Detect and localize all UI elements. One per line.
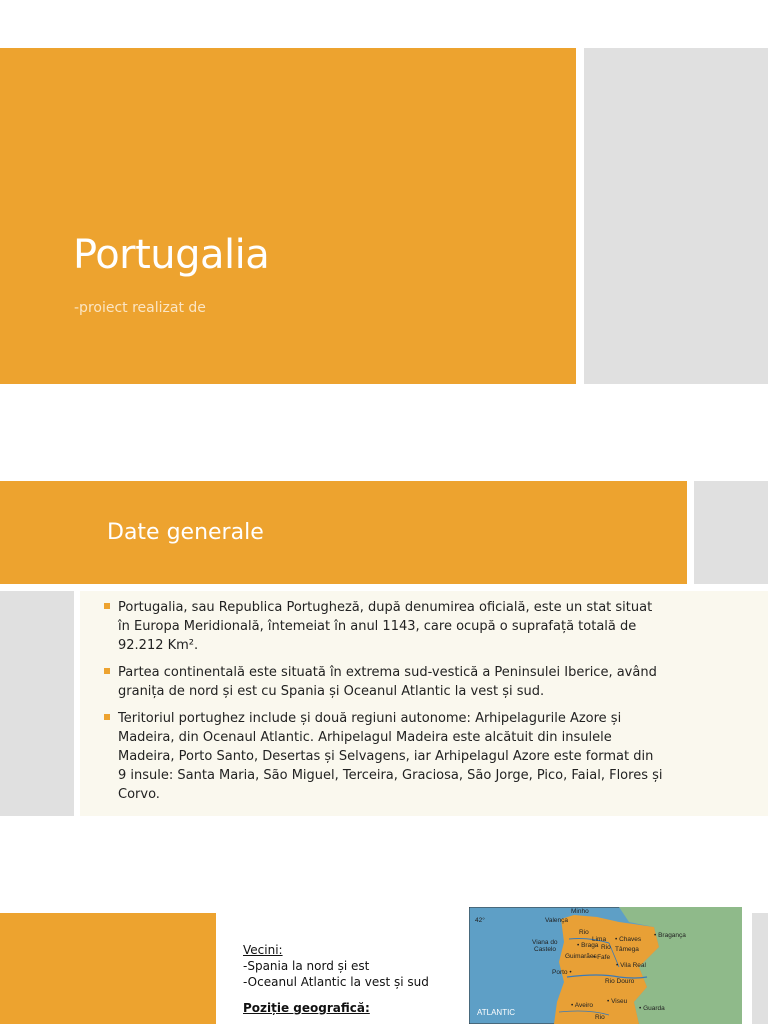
map-label: Minho [571,908,589,915]
bullet-text: Portugalia, sau Republica Portugheză, după denumirea oficială, este un stat situat în Europa Meridională, întemeiat în anul 1143, care ocupă o suprafață totală de 92.212 Km². [118,600,653,653]
title-slide-panel [0,48,576,384]
vecini-line: -Spania la nord și est [243,959,370,973]
map-label: Lima [592,936,607,943]
map-label: Viana do [532,939,558,946]
bullet-text: Partea continentală este situată în extrema sud-vestică a Peninsulei Iberice, având granița de nord și est cu Spania și Oceanul Atlantic la vest și sud. [118,665,657,699]
map-label: • Viseu [607,998,628,1005]
map-label: • Aveiro [571,1002,594,1009]
pozitie-heading: Poziție geografică: [243,1001,370,1015]
map-label: Guimarães [565,953,597,960]
map-label: • Chaves [615,936,642,943]
slide2-title: Date generale [107,520,264,545]
slide2-side-panel-top [694,481,768,584]
map-label: Rio Douro [605,978,635,985]
map-label: Rio [579,929,589,936]
map-label: Castelo [534,946,557,953]
slide3-text-block [243,942,458,1016]
bullet-square-icon [104,603,110,609]
vecini-heading: Vecini: [243,943,283,957]
map-label: • Braga [577,942,599,949]
vecini-line: -Oceanul Atlantic la vest și sud [243,975,429,989]
bullet-text: Teritoriul portughez include și două regiuni autonome: Arhipelagurile Azore și Madeira, din Ocenaul Atlantic. Arhipelagul Madeira este alcătuit din insulele Madeira, Porto Santo, Desertas și Selvagens, iar Arhipelagul Azore este format din 9 insule: Santa Maria, São Miguel, Terceira, Graciosa, São Jorge, Pico, Faial, Flores și Corvo. [118,711,663,802]
bullet-item [104,598,664,655]
slide3-side-panel [0,913,216,1024]
map-label: • Guarda [639,1005,665,1012]
bullet-list [104,598,664,812]
bullet-item [104,709,664,804]
slide2-side-panel-left [0,591,74,816]
presentation-title: Portugalia [73,232,270,278]
slide2-header-panel [0,481,687,584]
bullet-item [104,663,664,701]
map-label: • Vila Real [616,962,646,969]
map-label: Tâmega [615,946,639,953]
map-label: • Bragança [654,932,686,939]
presentation-subtitle: -proiect realizat de [74,300,206,316]
bullet-square-icon [104,668,110,674]
map-label: Porto • [552,969,572,976]
map-label: 42° [475,917,485,924]
map-label: Rio [595,1014,605,1021]
map-label: • Fafe [593,954,611,961]
slide3-side-panel-right [752,913,768,1024]
map-label-ocean: ATLANTIC [477,1008,516,1017]
portugal-map [469,907,742,1024]
title-slide-side-panel [584,48,768,384]
map-label: Rio [601,944,611,951]
bullet-square-icon [104,714,110,720]
map-label: Valença [545,917,569,924]
